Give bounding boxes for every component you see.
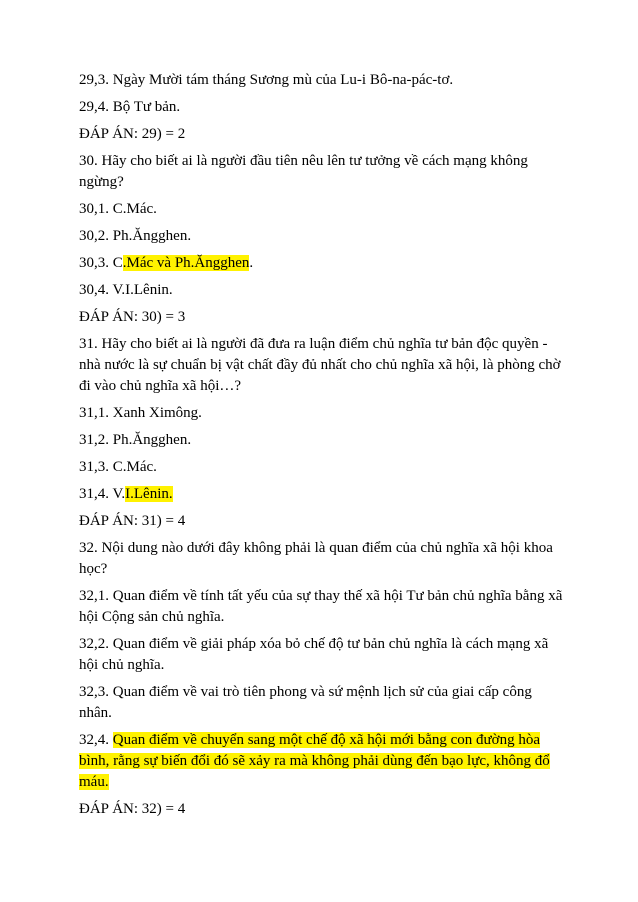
- option-31-3: [79, 457, 563, 478]
- option-text: 30,2. Ph.Ăngghen.: [79, 228, 192, 244]
- option-31-2: [79, 430, 563, 451]
- option-32-2: [79, 634, 563, 676]
- answer-31: [79, 511, 563, 532]
- highlighted-answer: .Mác và Ph.Ăngghen: [122, 255, 250, 271]
- option-text: 32,3. Quan điểm về vai trò tiên phong và sứ mệnh lịch sử của giai cấp công nhân.: [79, 684, 532, 721]
- option-32-4: [79, 730, 563, 793]
- question-text: 32. Nội dung nào dưới đây không phải là quan điểm của chủ nghĩa xã hội khoa học?: [79, 540, 553, 577]
- option-31-4: [79, 484, 563, 505]
- option-31-1: [79, 403, 563, 424]
- answer-32: [79, 799, 563, 820]
- option-30-3: [79, 253, 563, 274]
- option-text: 29,4. Bộ Tư bản.: [79, 99, 181, 115]
- answer-30: [79, 307, 563, 328]
- highlighted-answer: I.Lênin.: [125, 486, 173, 502]
- option-32-3: [79, 682, 563, 724]
- answer-text: ĐÁP ÁN: 32) = 4: [79, 801, 186, 817]
- option-text: 29,3. Ngày Mười tám tháng Sương mù của Lu-i Bô-na-pác-tơ.: [79, 72, 454, 88]
- option-text: 30,3. C: [79, 255, 123, 271]
- answer-text: ĐÁP ÁN: 29) = 2: [79, 126, 186, 142]
- option-text: 31,2. Ph.Ăngghen.: [79, 432, 192, 448]
- answer-29: [79, 124, 563, 145]
- option-30-2: [79, 226, 563, 247]
- question-text: 31. Hãy cho biết ai là người đã đưa ra luận điểm chủ nghĩa tư bản độc quyền - nhà nước là sự chuẩn bị vật chất đầy đủ nhất cho chủ nghĩa xã hội, là phòng chờ đi vào chủ nghĩa xã hội…?: [79, 336, 561, 394]
- option-text: 31,4. V.: [79, 486, 126, 502]
- question-31: [79, 334, 563, 397]
- option-text: 30,1. C.Mác.: [79, 201, 157, 217]
- highlighted-answer: Quan điểm về chuyển sang một chế độ xã hội mới bằng con đường hòa bình, rằng sự biến đổi đó sẽ xảy ra mà không phải dùng đến bạo lực, không đổ máu.: [79, 732, 550, 790]
- option-text: 31,3. C.Mác.: [79, 459, 157, 475]
- question-30: [79, 151, 563, 193]
- option-text-tail: .: [249, 255, 254, 271]
- question-text: 30. Hãy cho biết ai là người đầu tiên nêu lên tư tưởng về cách mạng không ngừng?: [79, 153, 528, 190]
- option-text: 32,4.: [79, 732, 113, 748]
- option-text: 30,4. V.I.Lênin.: [79, 282, 173, 298]
- option-30-1: [79, 199, 563, 220]
- option-30-4: [79, 280, 563, 301]
- option-29-3: [79, 70, 563, 91]
- option-32-1: [79, 586, 563, 628]
- answer-text: ĐÁP ÁN: 30) = 3: [79, 309, 186, 325]
- option-text: 31,1. Xanh Ximông.: [79, 405, 202, 421]
- question-32: [79, 538, 563, 580]
- option-29-4: [79, 97, 563, 118]
- option-text: 32,2. Quan điểm về giải pháp xóa bỏ chế độ tư bản chủ nghĩa là cách mạng xã hội chủ nghĩa.: [79, 636, 549, 673]
- document-body: [79, 70, 563, 826]
- option-text: 32,1. Quan điểm về tính tất yếu của sự thay thế xã hội Tư bản chủ nghĩa bằng xã hội Cộng sản chủ nghĩa.: [79, 588, 563, 625]
- answer-text: ĐÁP ÁN: 31) = 4: [79, 513, 186, 529]
